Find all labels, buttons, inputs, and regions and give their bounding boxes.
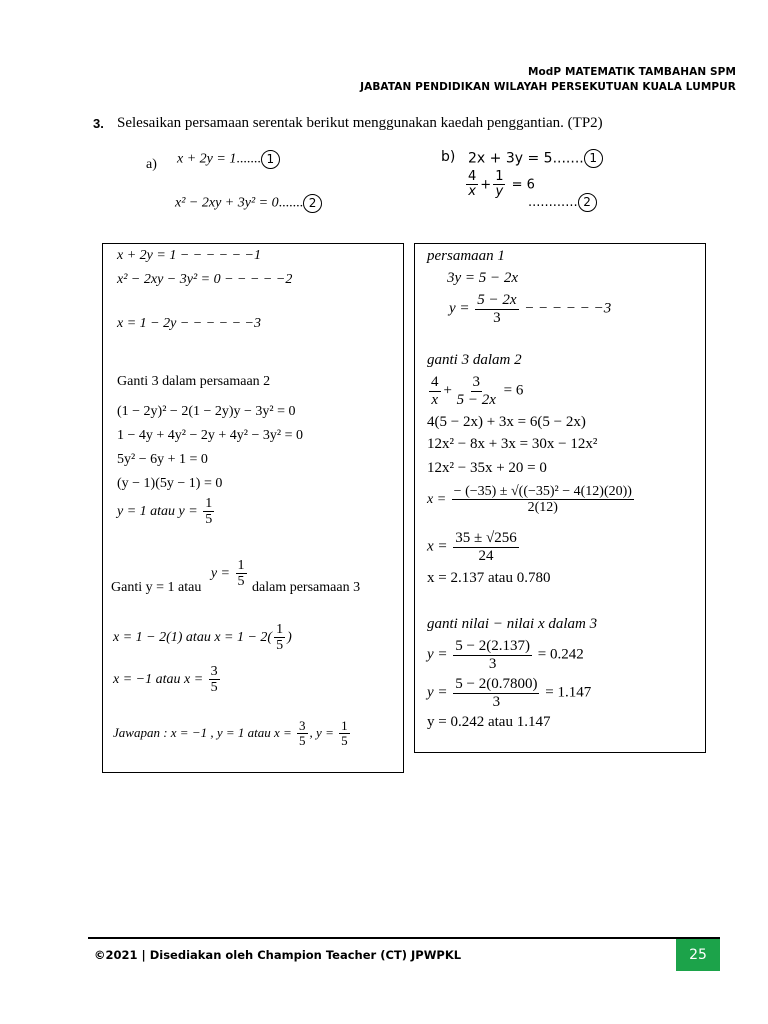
solution-b-line: x = 2.137 atau 0.780	[427, 570, 551, 586]
part-b-eq2: $\frac{4}{x}$ + $\frac{1}{y}$ = 6	[468, 169, 535, 200]
circled-number-icon: 1	[584, 149, 603, 168]
question-number: 3.	[93, 116, 104, 131]
solution-b-text: x =	[427, 538, 448, 555]
fraction-denominator: 3	[492, 693, 501, 710]
fraction-numerator: 5 − 2(2.137)	[455, 638, 530, 654]
part-a-label: a)	[146, 157, 157, 172]
solution-b-text: x =	[427, 492, 447, 508]
fraction-numerator: − (−35) ± √((−35)² − 4(12)(20))	[453, 484, 632, 499]
circled-number-icon: 2	[578, 193, 597, 212]
equation-rhs: = 6	[511, 177, 535, 193]
part-b-label: b)	[441, 149, 456, 165]
fraction-denominator: 5	[341, 733, 348, 749]
solution-b-line	[427, 676, 591, 710]
fraction-denominator: x	[431, 391, 439, 408]
fraction-denominator: 5	[205, 512, 213, 528]
solution-a-text: x = −1 atau x =	[113, 672, 204, 688]
solution-a-line: 5y² − 6y + 1 = 0	[117, 452, 208, 467]
fraction-numerator: 35 ± √256	[455, 530, 517, 546]
solution-b-line: $\frac{4}{x}$ + $\frac{3}{5 - 2x}$ = 6	[431, 374, 524, 408]
solution-a-text: y = 1 atau y =	[117, 504, 198, 520]
fraction-numerator: 3	[299, 718, 306, 733]
solution-b-text: y =	[427, 646, 448, 663]
fraction-denominator: y	[495, 184, 504, 200]
solution-a-line: (1 − 2y)² − 2(1 − 2y)y − 3y² = 0	[117, 404, 296, 419]
question-text: Selesaikan persamaan serentak berikut menggunakan kaedah penggantian. (TP2)	[117, 115, 603, 131]
solution-b-text: y =	[449, 300, 470, 317]
solution-a-line: x + 2y = 1 − − − − − −1	[117, 248, 262, 263]
solution-a-box	[102, 243, 404, 773]
solution-a-answer	[113, 719, 352, 749]
fraction-numerator: 5 − 2(0.7800)	[455, 676, 538, 692]
part-a-eq1: x + 2y = 1....... 1	[177, 150, 280, 169]
solution-a-text: , y =	[309, 724, 334, 740]
solution-b-line: 4(5 − 2x) + 3x = 6(5 − 2x)	[427, 414, 586, 430]
solution-b-line: 3y = 5 − 2x	[447, 270, 519, 286]
fraction-numerator: 1	[205, 496, 213, 511]
fraction-numerator: 4	[431, 374, 439, 390]
fraction-numerator: 1	[341, 718, 348, 733]
solution-a-line: x = 1 − 2y − − − − − −3	[117, 316, 262, 331]
circled-number-icon: 2	[303, 194, 322, 213]
solution-a-text: y =	[210, 566, 230, 582]
header-title: ModP MATEMATIK TAMBAHAN SPM	[527, 66, 736, 78]
solution-a-line: (y − 1)(5y − 1) = 0	[117, 476, 223, 491]
header-department: JABATAN PENDIDIKAN WILAYAH PERSEKUTUAN KUALA LUMPUR	[360, 81, 736, 93]
solution-b-line: 12x² − 8x + 3x = 30x − 12x²	[427, 436, 598, 452]
part-a-eq2: x² − 2xy + 3y² = 0....... 2	[175, 194, 322, 213]
fraction-denominator: 5	[237, 574, 245, 590]
fraction-denominator: 5	[210, 680, 218, 696]
solution-a-text: x = 1 − 2(1) atau x = 1 − 2(	[113, 630, 273, 646]
solution-a-line: x² − 2xy − 3y² = 0 − − − − −2	[117, 272, 293, 287]
footer-divider	[88, 937, 720, 939]
solution-b-line: ganti 3 dalam 2	[427, 352, 522, 368]
part-b-eq1: 2x + 3y = 5....... 1	[468, 149, 603, 168]
solution-b-line	[427, 484, 636, 516]
solution-b-line: persamaan 1	[427, 248, 505, 264]
fraction-numerator: 5 − 2x	[477, 292, 517, 308]
fraction-numerator: 4	[468, 169, 477, 184]
fraction-denominator: 5	[276, 638, 284, 654]
solution-a-line	[113, 664, 222, 696]
solution-b-text: = 6	[503, 382, 524, 399]
solution-b-text: y =	[427, 684, 448, 701]
fraction-denominator: 5 − 2x	[456, 391, 496, 408]
solution-a-line: 1 − 4y + 4y² − 2y + 4y² − 3y² = 0	[117, 428, 303, 443]
fraction-denominator: 2(12)	[527, 500, 558, 516]
solution-b-line: ganti nilai − nilai x dalam 3	[427, 616, 598, 632]
solution-a-line	[111, 558, 361, 604]
part-a-eq2-text: x² − 2xy + 3y² = 0	[175, 195, 279, 211]
fraction-denominator: x	[468, 184, 476, 200]
solution-b-line	[427, 638, 584, 672]
solution-a-line: Ganti 3 dalam persamaan 2	[117, 374, 271, 389]
solution-a-line	[117, 496, 216, 528]
part-b-eq2-mark: ............ 2	[528, 193, 597, 212]
solution-b-text: = 1.147	[545, 684, 592, 701]
solution-b-text: − − − − − −3	[524, 300, 612, 317]
part-b-eq1-text: 2x + 3y = 5	[468, 150, 553, 167]
part-a-eq1-text: x + 2y = 1	[177, 151, 237, 167]
solution-b-box	[414, 243, 706, 753]
solution-b-text: = 0.242	[537, 646, 584, 663]
solution-b-line: y = 0.242 atau 1.147	[427, 714, 551, 730]
fraction-denominator: 3	[488, 655, 497, 672]
fraction-numerator: 1	[495, 169, 504, 184]
fraction-denominator: 5	[299, 733, 306, 749]
fraction-denominator: 24	[478, 547, 494, 564]
solution-a-line	[113, 622, 292, 654]
fraction-denominator: 3	[493, 309, 501, 326]
solution-b-line	[449, 292, 611, 326]
fraction-numerator: 1	[276, 622, 284, 637]
solution-a-text: Jawapan : x = −1 , y = 1 atau x =	[113, 724, 292, 740]
fraction-numerator: 3	[210, 664, 218, 679]
solution-b-line	[427, 530, 521, 564]
solution-a-text: dalam persamaan 3	[252, 580, 361, 596]
solution-a-text: )	[287, 630, 292, 646]
circled-number-icon: 1	[261, 150, 280, 169]
solution-a-text: Ganti y = 1 atau	[111, 580, 202, 596]
footer-credit: ©2021 | Disediakan oleh Champion Teacher (CT) JPWPKL	[94, 948, 462, 962]
fraction-numerator: 1	[237, 558, 245, 573]
solution-b-line: 12x² − 35x + 20 = 0	[427, 460, 547, 476]
fraction-numerator: 3	[472, 374, 481, 390]
page-number: 25	[676, 939, 720, 971]
